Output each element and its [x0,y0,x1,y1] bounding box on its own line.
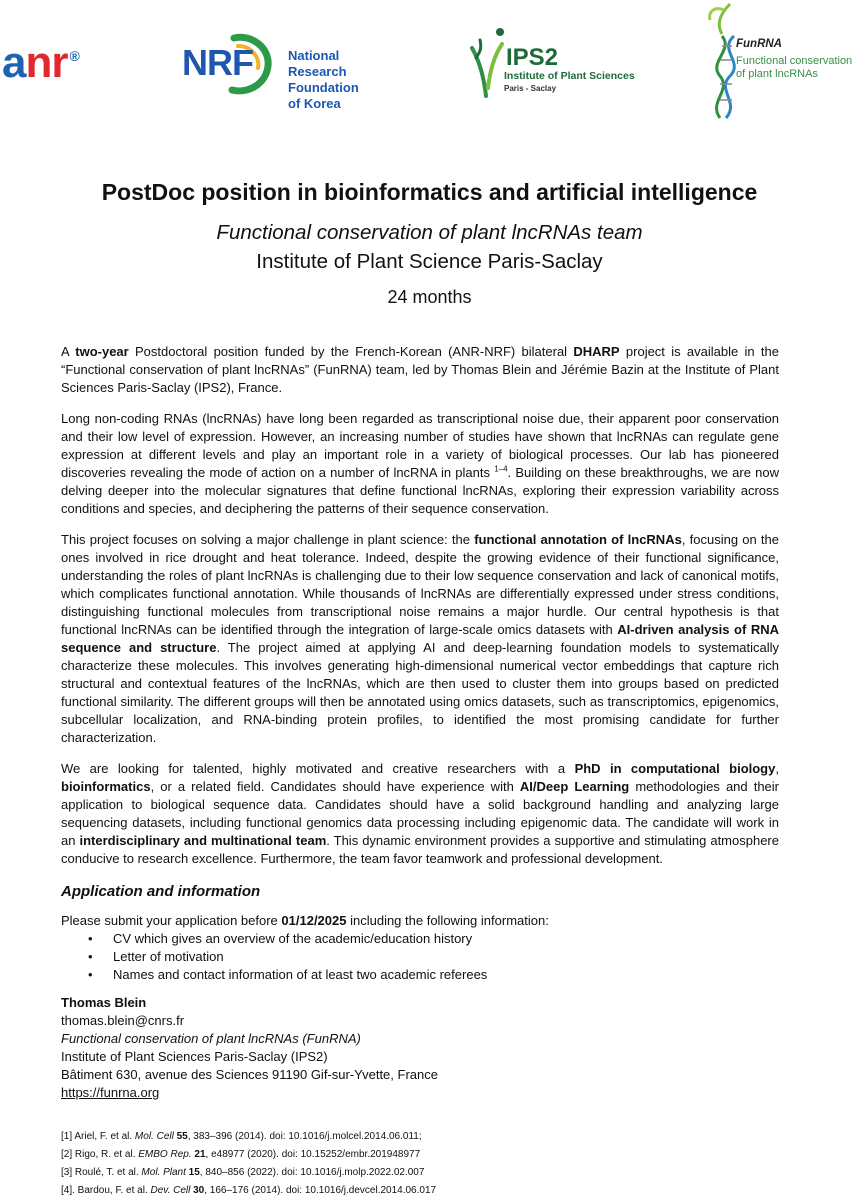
bold-text: AI/Deep Learning [519,779,630,794]
anr-logo-a: a [2,38,26,87]
funrna-tagline-line1: Functional conservation [736,55,853,67]
paragraph-intro [61,343,779,397]
text-span: This project focuses on solving a major challenge in plant science: the [61,532,475,547]
list-item-text: Letter of motivation [113,949,224,964]
reference-journal: Dev. Cell [150,1185,191,1196]
contact-email[interactable]: thomas.blein@cnrs.fr [61,1013,185,1028]
duration-label: 24 months [387,287,472,307]
contact-name: Thomas Blein [61,995,147,1010]
list-item [61,948,779,966]
reference-item [61,1128,821,1146]
reference-details: , 166–176 (2014). doi: 10.1016/j.devcel.2014.06.017 [204,1185,437,1196]
reference-journal: EMBO Rep. [138,1149,192,1160]
citation-superscript: 1–4 [494,464,508,474]
ips2-logo [466,18,636,103]
funrna-tagline [736,55,852,80]
bold-text: DHARP [573,344,620,359]
text-span: Long non-coding RNAs (lncRNAs) have long been regarded as transcriptional noise due, their apparent poor conservation and their low level of expression. However, an increasing number of studies have shown that lncRNAs can regulate gene expression at different levels and play an important role in a variety of biological processes. Our lab has pioneered discoveries revealing the mode of action on a number of lncRNA in plants [61,411,779,480]
deadline-date: 01/12/2025 [281,913,347,928]
text-span: . Building on these breakthroughs, we are now delving deeper into the molecular signatures that define functional lncRNAs, exploring their expression variability across conditions and species, and deciphering the patterns of their sequence conservation. [61,465,780,516]
funrna-logo [700,0,859,125]
list-item [61,930,779,948]
anr-logo-reg: ® [69,48,79,65]
references [61,1128,821,1200]
logo-bar [0,0,859,130]
list-item-text: CV which gives an overview of the academic/education history [113,931,473,946]
bullet-icon: • [88,949,93,964]
reference-authors: [3] Roulé, T. et al. [61,1167,142,1178]
funrna-wordmark: FunRNA [736,38,782,50]
reference-details: , e48977 (2020). doi: 10.15252/embr.201948977 [205,1149,421,1160]
paragraph-background [61,410,779,518]
bold-text: functional annotation of lncRNAs [474,532,682,547]
reference-details: , 840–856 (2022). doi: 10.1016/j.molp.2022.02.007 [199,1167,425,1178]
text-span: We are looking for talented, highly motivated and creative researchers with a [61,761,575,776]
team-subtitle: Functional conservation of plant lncRNAs team [216,221,643,244]
reference-volume: 30 [193,1185,205,1196]
paragraph-profile [61,760,779,868]
reference-item [61,1146,821,1164]
text-span: , [775,761,779,776]
paragraph-project [61,531,779,747]
application-heading: Application and information [61,883,261,900]
page-title: PostDoc position in bioinformatics and artificial intelligence [101,179,758,205]
bullet-icon: • [88,967,93,982]
bold-text: AI-driven analysis of RNA sequence and structure [61,622,779,655]
reference-journal: Mol. Plant [141,1167,186,1178]
document-body [61,343,779,1102]
nrf-name-line1: National Research [288,48,347,79]
application-intro [61,912,779,930]
ips2-wordmark: IPS2 [506,44,559,71]
list-item [61,966,779,984]
contact-block [61,994,779,1102]
text-span: . This dynamic environment provides a supportive and stimulating atmosphere conducive to research excellence. Furthermore, the team favor teamwork and professional development. [61,833,779,866]
ips2-name-line1: Institute of Plant Sciences [504,70,635,82]
text-span: , focusing on the ones involved in rice drought and heat tolerance. Indeed, despite the growing evidence of their functional significance, understanding the roles of plant lncRNAs is challenging due to their low sequence conservation and lack of canonical motifs, which complicates functional annotation. While thousands of lncRNAs are differentially expressed under stress conditions, distinguishing functional molecules from transcriptional noise remains a major hurdle. Our central hypothesis is that functional lncRNAs can be identified through the integration of large-scale omics datasets with [61,532,780,637]
contact-institute: Institute of Plant Sciences Paris-Saclay (IPS2) [61,1049,328,1064]
bold-text: bioinformatics [61,779,151,794]
reference-authors: [4]. Bardou, F. et al. [61,1185,151,1196]
reference-item [61,1164,821,1182]
reference-authors: [1] Ariel, F. et al. [61,1131,135,1142]
bold-text: two-year [75,344,129,359]
text-span: . The project aimed at applying AI and deep-learning foundation models to systematically characterize these molecules. This involves generating high-dimensional numerical vector embeddings that capture rich structural and contextual features of the lncRNAs, which are then used to cluster them into groups based on predicted functional similarity. The different groups will then be annotated using omics datasets, such as transcriptomics, epigenomics, subcellular localization, and RNA-binding protein profiles, to identified the most promising candidate for further characterization. [61,640,780,745]
reference-volume: 21 [194,1149,206,1160]
bullet-icon: • [88,931,93,946]
anr-logo [2,38,79,88]
nrf-name [288,48,359,112]
text-span: Postdoctoral position funded by the French-Korean (ANR-NRF) bilateral [128,344,574,359]
text-span: methodologies and their application to biological sequence data. Candidates should have a solid background handling and analyzing large sequencing datasets, including functional genomics data processing including epigenomic data. The candidate will work in an [61,779,779,848]
bold-text: PhD in computational biology [574,761,776,776]
reference-volume: 55 [176,1131,188,1142]
website-link[interactable]: https://funrna.org [61,1085,160,1100]
requirements-list [61,930,779,984]
contact-address: Bâtiment 630, avenue des Sciences 91190 Gif-sur-Yvette, France [61,1067,438,1082]
reference-item [61,1182,821,1200]
reference-authors: [2] Rigo, R. et al. [61,1149,139,1160]
text-span: Please submit your application before [61,913,282,928]
ips2-name-line2: Paris - Saclay [504,84,557,93]
text-span: A [61,344,76,359]
reference-volume: 15 [188,1167,200,1178]
nrf-logo [182,30,359,111]
bold-text: interdisciplinary and multinational team [79,833,327,848]
list-item-text: Names and contact information of at least two academic referees [113,967,488,982]
text-span: project is available in the “Functional conservation of plant lncRNAs” (FunRNA) team, led by Thomas Blein and Jérémie Bazin at the Institute of Plant Sciences Paris-Saclay (IPS2), France. [61,344,779,395]
nrf-wordmark: NRF [182,42,253,83]
text-span: including the following information: [346,913,549,928]
text-span: , or a related field. Candidates should have experience with [150,779,520,794]
contact-team: Functional conservation of plant lncRNAs (FunRNA) [61,1031,361,1046]
reference-details: , 383–396 (2014). doi: 10.1016/j.molcel.2014.06.011; [187,1131,422,1142]
nrf-name-line2: Foundation of Korea [288,80,359,111]
institute-subtitle: Institute of Plant Science Paris-Saclay [256,250,603,273]
anr-logo-nr: nr [25,38,68,87]
ips2-plant-icon [466,18,506,98]
funrna-tagline-line2: of plant lncRNAs [736,67,818,80]
reference-journal: Mol. Cell [134,1131,174,1142]
